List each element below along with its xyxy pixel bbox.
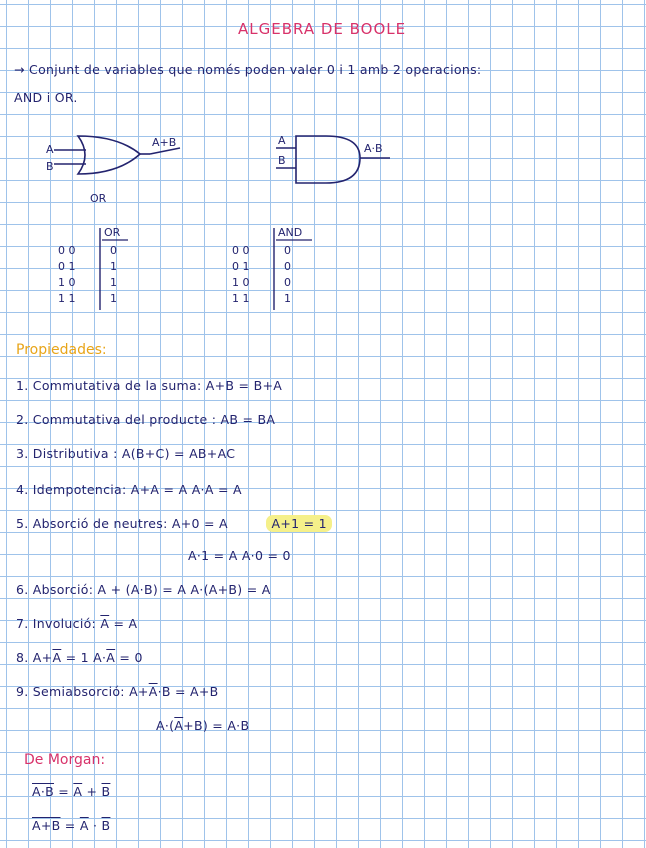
- and-gate-shape: [296, 136, 360, 183]
- or-table-header: OR: [104, 226, 121, 239]
- and-input-b: B: [278, 154, 286, 167]
- property-5-text: 5. Absorció de neutres: A+0 = A: [16, 516, 228, 531]
- or-output-label: A+B: [152, 136, 177, 149]
- property-9-line-2: $A\cdot(\overline{A}+B) = A\cdot B$: [156, 718, 250, 733]
- property-5: [16, 516, 332, 531]
- or-caption: OR: [90, 192, 107, 205]
- or-truth-table: OR 0 0 0 0 1 1 1 0 1 1 1 1: [58, 226, 121, 305]
- property-8: 8. $A+\overline{A} = 1$ $A\cdot\overline{A} = 0$: [16, 650, 143, 665]
- or-gate-shape: [78, 136, 140, 174]
- property-1: 1. Commutativa de la suma: A+B = B+A: [16, 378, 283, 393]
- and-truth-table: AND 0 0 0 0 1 0 1 0 0 1 1 1: [232, 226, 303, 305]
- and-input-a: A: [278, 134, 286, 147]
- or-input-b: B: [46, 160, 54, 173]
- negation-bar: $\overline{A}$: [148, 684, 158, 699]
- negation-bar: A+B: [32, 818, 61, 833]
- negation-bar: $\overline{A}$: [106, 650, 116, 665]
- or-input-a: A: [46, 143, 54, 156]
- negation-bar: $\overline{A}$: [52, 650, 62, 665]
- demorgan-heading: De Morgan:: [24, 752, 106, 768]
- highlight-marker: A+1 = 1: [266, 515, 331, 532]
- property-7: 7. Involució: $\overline{A} = A$: [16, 616, 138, 631]
- or-gate-diagram: [40, 128, 210, 213]
- intro-line-1: → Conjunt de variables que només poden valer 0 i 1 amb 2 operacions:: [14, 62, 482, 77]
- property-5-line-2: A·1 = A A·0 = 0: [188, 548, 291, 563]
- negation-bar: A·B: [32, 784, 54, 799]
- property-2: 2. Commutativa del producte : AB = BA: [16, 412, 276, 427]
- and-output-label: A·B: [364, 142, 383, 155]
- property-3: 3. Distributiva : A(B+C) = AB+AC: [16, 446, 236, 461]
- intro-line-2: AND i OR.: [14, 90, 78, 105]
- and-table-header: AND: [278, 226, 303, 239]
- demorgan-law-2: $A+B = \overline{A} \cdot \overline{B}$: [32, 818, 111, 833]
- negation-bar: $\overline{A}$: [174, 718, 184, 733]
- negation-bar: $\overline{A}$: [100, 616, 110, 631]
- demorgan-law-1: $A\cdot B = \overline{A} + \overline{B}$: [32, 784, 111, 799]
- property-9: 9. Semiabsorció: $A+\overline{A}\cdot B = A+B$: [16, 684, 219, 699]
- property-6: 6. Absorció: A + (A·B) = A A·(A+B) = A: [16, 582, 271, 597]
- property-4: 4. Idempotencia: A+A = A A·A = A: [16, 482, 242, 497]
- and-gate-diagram: [268, 128, 408, 198]
- page-title: ALGEBRA DE BOOLE: [238, 20, 407, 38]
- properties-heading: Propiedades:: [16, 342, 107, 358]
